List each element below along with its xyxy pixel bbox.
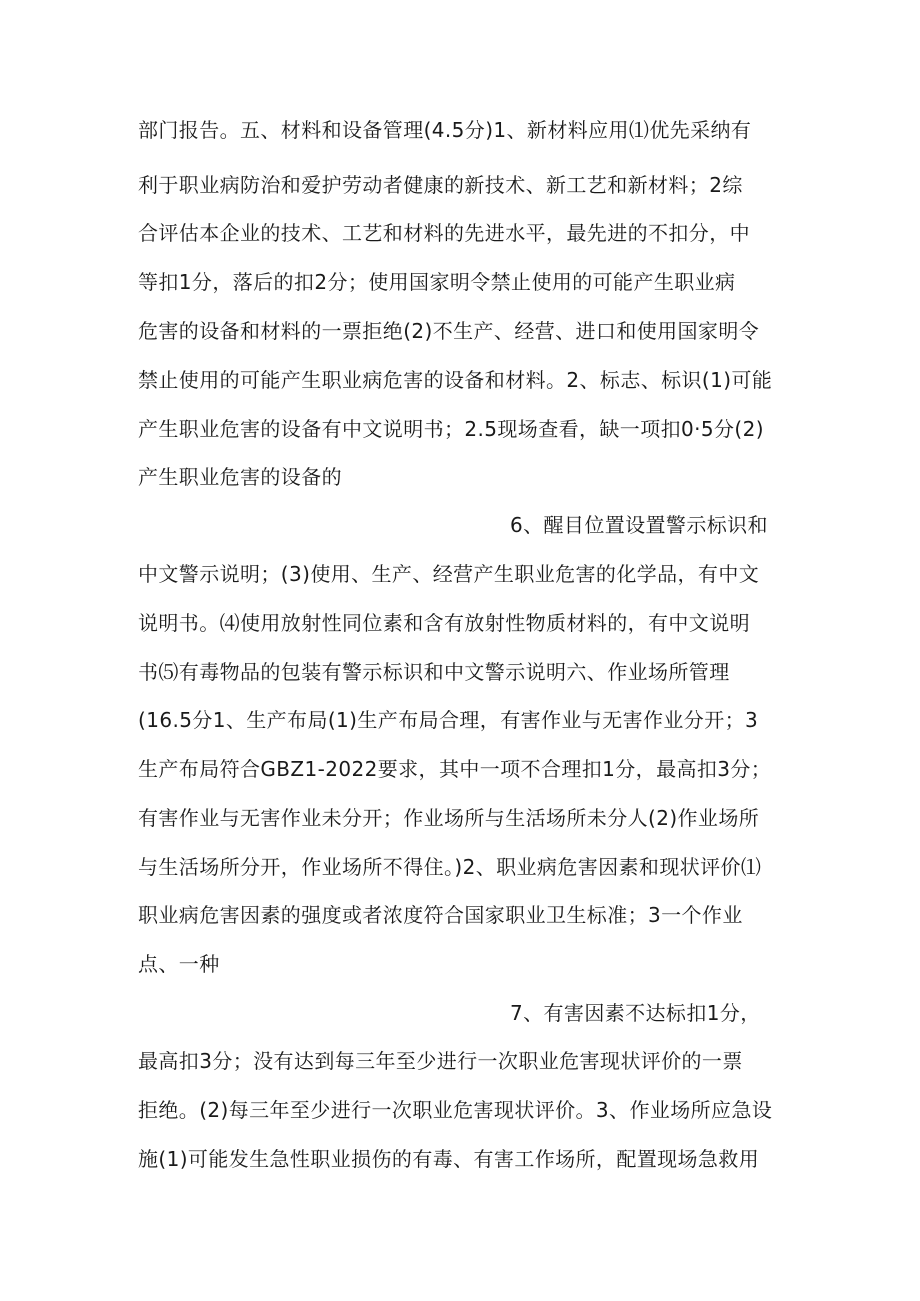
text-line: 6、醒目位置设置警示标识和 [510, 513, 768, 537]
text-line: 产生职业危害的设备的 [138, 465, 342, 489]
text-line: 合评估本企业的技术、工艺和材料的先进水平，最先进的不扣分，中 [138, 221, 750, 245]
text-line: 施(1)可能发生急性职业损伤的有毒、有害工作场所，配置现场急救用 [138, 1147, 760, 1171]
text-line: 禁止使用的可能产生职业病危害的设备和材料。2、标志、标识(1)可能 [138, 368, 773, 392]
text-line: 中文警示说明；(3)使用、生产、经营产生职业危害的化学品，有中文 [138, 562, 760, 586]
text-line: 7、有害因素不达标扣1分， [510, 1001, 761, 1025]
text-line: 危害的设备和材料的一票拒绝(2)不生产、经营、进口和使用国家明令 [138, 319, 760, 343]
text-line: 生产布局符合GBZ1-2022要求，其中一项不合理扣1分，最高扣3分； [138, 757, 772, 781]
text-line: 部门报告。五、材料和设备管理(4.5分)1、新材料应用⑴优先采纳有 [138, 118, 752, 142]
text-line: 职业病危害因素的强度或者浓度符合国家职业卫生标准；3一个作业 [138, 903, 743, 927]
text-line: 等扣1分，落后的扣2分；使用国家明令禁止使用的可能产生职业病 [138, 270, 736, 294]
text-line: 产生职业危害的设备有中文说明书；2.5现场查看，缺一项扣0·5分(2) [138, 417, 764, 441]
text-line: 点、一种 [138, 952, 220, 976]
text-line: 最高扣3分；没有达到每三年至少进行一次职业危害现状评价的一票 [138, 1049, 743, 1073]
text-line: 有害作业与无害作业未分开；作业场所与生活场所未分人(2)作业场所 [138, 806, 760, 830]
text-line: 拒绝。(2)每三年至少进行一次职业危害现状评价。3、作业场所应急设 [138, 1098, 773, 1122]
text-line: 说明书。⑷使用放射性同位素和含有放射性物质材料的，有中文说明 [138, 611, 750, 635]
text-line: 书⑸有毒物品的包装有警示标识和中文警示说明六、作业场所管理 [138, 660, 730, 684]
text-line: (16.5分1、生产布局(1)生产布局合理，有害作业与无害作业分开；3 [138, 708, 759, 732]
text-line: 利于职业病防治和爱护劳动者健康的新技术、新工艺和新材料；2综 [138, 173, 743, 197]
text-line: 与生活场所分开，作业场所不得住。)2、职业病危害因素和现状评价⑴ [138, 855, 762, 879]
